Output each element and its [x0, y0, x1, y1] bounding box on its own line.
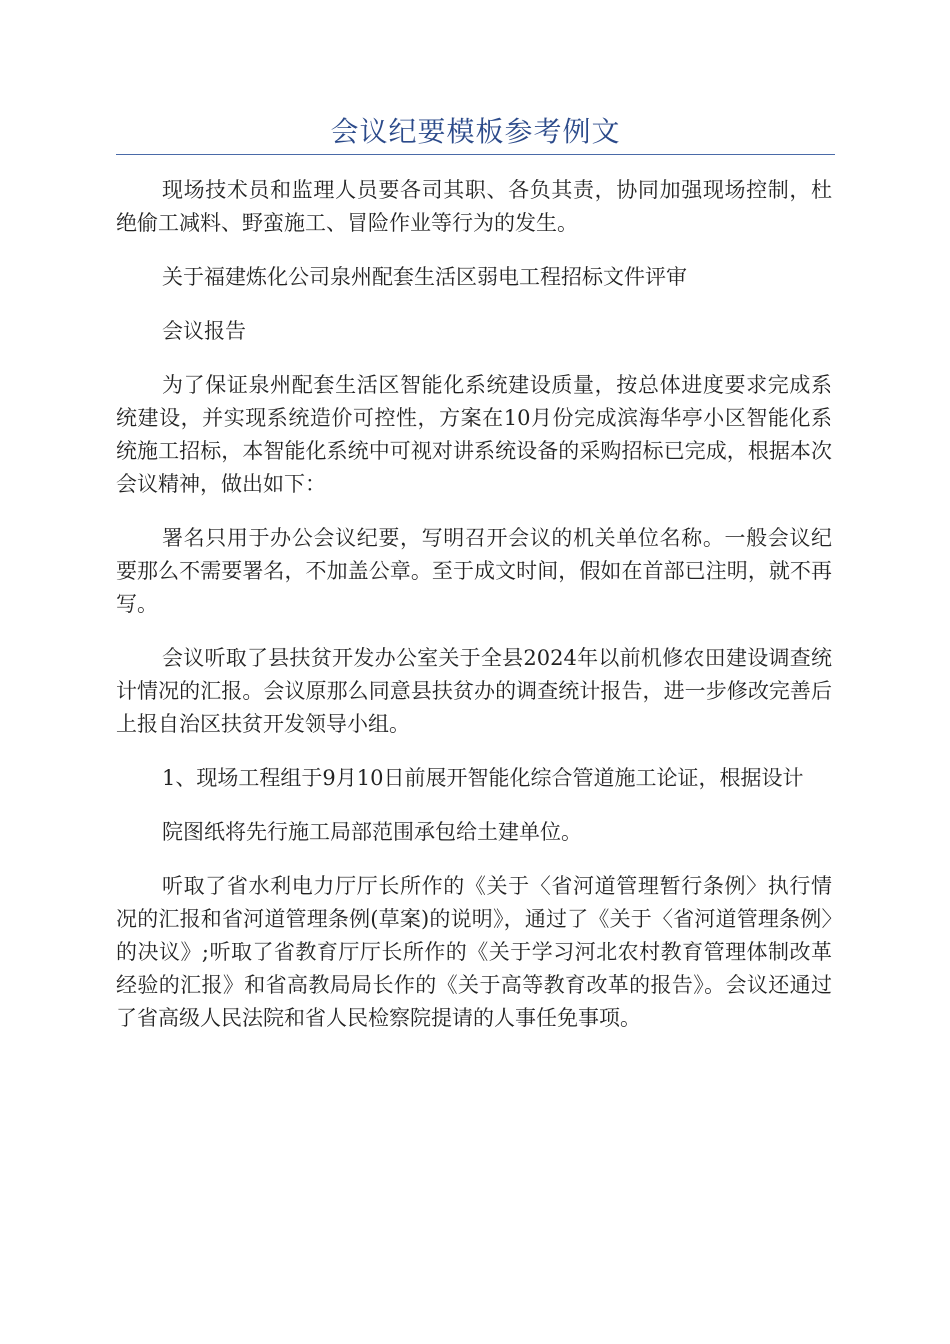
paragraph-poverty-report: 会议听取了县扶贫开发办公室关于全县2024年以前机修农田建设调查统计情况的汇报。会议原那么同意县扶贫办的调查统计报告，进一步修改完善后上报自治区扶贫开发领导小组。 — [116, 646, 832, 736]
title-divider — [116, 154, 835, 155]
paragraph-meeting-report: 会议报告 — [162, 319, 246, 343]
paragraph-drawings: 院图纸将先行施工局部范围承包给土建单位。 — [162, 820, 582, 844]
document-body — [116, 174, 832, 1056]
paragraph-system-construction: 为了保证泉州配套生活区智能化系统建设质量，按总体进度要求完成系统建设，并实现系统造价可控性，方案在10月份完成滨海华亭小区智能化系统施工招标，本智能化系统中可视对讲系统设备的采购招标已完成，根据本次会议精神，做出如下： — [116, 373, 832, 496]
paragraph-signature-note: 署名只用于办公会议纪要，写明召开会议的机关单位名称。一般会议纪要那么不需要署名，不加盖公章。至于成文时间，假如在首部已注明，就不再写。 — [116, 526, 832, 616]
paragraph-pipeline-demo: 1、现场工程组于9月10日前展开智能化综合管道施工论证，根据设计 — [162, 766, 804, 790]
paragraph-tender-review-heading: 关于福建炼化公司泉州配套生活区弱电工程招标文件评审 — [162, 265, 687, 289]
document-title: 会议纪要模板参考例文 — [330, 115, 621, 148]
paragraph-site-control: 现场技术员和监理人员要各司其职、各负其责，协同加强现场控制，杜绝偷工减料、野蛮施工、冒险作业等行为的发生。 — [116, 178, 832, 235]
paragraph-provincial-reports: 听取了省水利电力厅厅长所作的《关于〈省河道管理暂行条例〉执行情况的汇报和省河道管理条例(草案)的说明》，通过了《关于〈省河道管理条例〉的决议》;听取了省教育厅厅长所作的《关于学习河北农村教育管理体制改革经验的汇报》和省高教局局长作的《关于高等教育改革的报告》。会议还通过了省高级人民法院和省人民检察院提请的人事任免事项。 — [116, 874, 832, 1030]
